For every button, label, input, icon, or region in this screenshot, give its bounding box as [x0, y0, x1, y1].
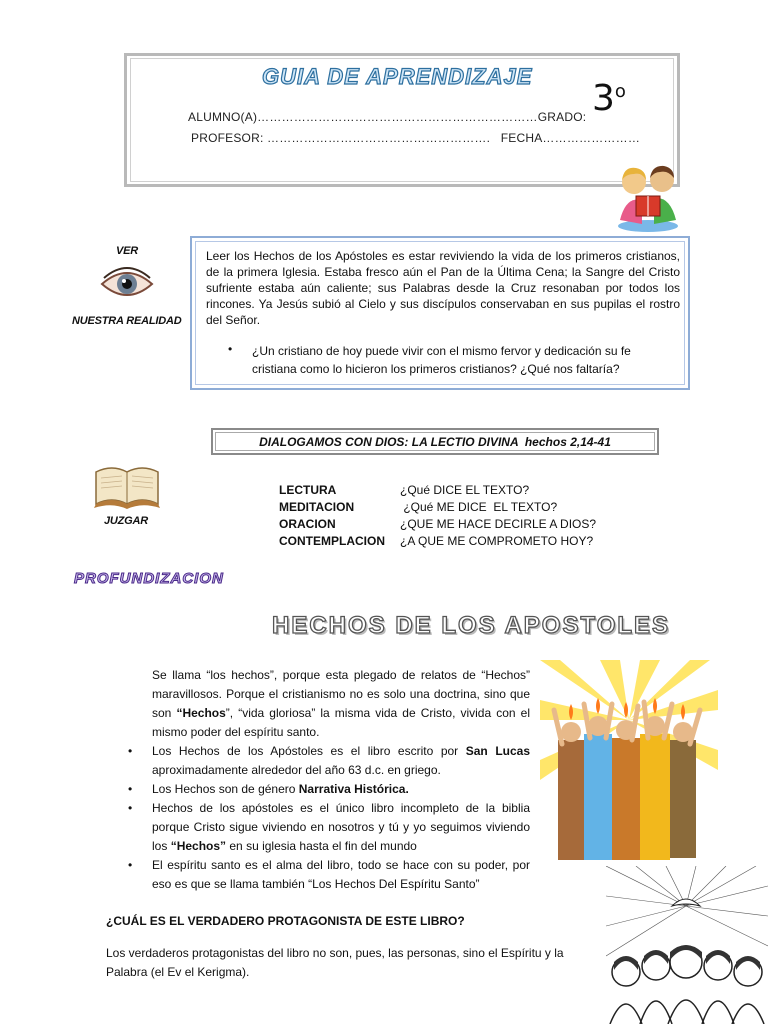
intro-paragraph: [152, 666, 530, 742]
bullet4-text: El espíritu santo es el alma del libro, todo se hace con su poder, por eso es que se llama también “Los Hechos Del Espíritu Santo”: [152, 858, 530, 891]
protagonist-question: ¿CUÁL ES EL VERDADERO PROTAGONISTA DE ESTE LIBRO?: [106, 914, 465, 928]
juzgar-label: JUZGAR: [104, 515, 149, 527]
bullet3-text-a: Hechos de los apóstoles es el único libro incompleto de la biblia porque Cristo sigue viviendo en nosotros y tú y yo seguimos viviendo los: [152, 801, 530, 853]
lectio-row: [279, 499, 619, 516]
student-line: ALUMNO(A)……………………………………………………………GRADO:: [188, 110, 587, 124]
teacher-line: PROFESOR: ………………………………………………. FECHA……………………: [191, 131, 641, 145]
intro-text-1: Se llama “los hechos”, porque esta plegado de relatos de “Hechos” maravillosos. Porque el cristianismo no es solo una doctrina, sino que son: [152, 668, 530, 720]
ver-paragraph: Leer los Hechos de los Apóstoles es estar reviviendo la vida de los primeros cristianos, de la primera Iglesia. Estaba fresco aún el Pan de la Última Cena; la Sangre del Cristo sufriente estaba aún caliente; sus Palabras desde la Cruz resonaban por todos los rincones. Ya Jesús subió al Cielo y sus discípulos conservaban en sus pupilas el rostro del Señor.: [206, 249, 680, 327]
hechos-heading: HECHOS DE LOS APOSTOLES: [272, 612, 671, 639]
lectio-step-name: LECTURA: [279, 483, 337, 497]
lectio-step-name: CONTEMPLACION: [279, 534, 385, 548]
lectio-step-question: ¿A QUE ME COMPROMETO HOY?: [400, 534, 594, 548]
lectio-step-name: ORACION: [279, 517, 336, 531]
bullet1-text-c: aproximadamente alrededor del año 63 d.c. en griego.: [152, 763, 441, 777]
lectio-step-question: ¿Qué ME DICE EL TEXTO?: [400, 500, 558, 514]
protagonist-answer: Los verdaderos protagonistas del libro no son, pues, las personas, sino el Espíritu y la Palabra (el Ev el Kerigma).: [106, 946, 564, 979]
bullet-dot: •: [228, 342, 233, 356]
bullet2-text-a: Los Hechos son de género: [152, 782, 299, 796]
ver-bullet: [228, 342, 668, 378]
bullet-dot: •: [128, 744, 133, 758]
guide-title: GUIA DE APRENDIZAJE: [262, 64, 533, 89]
open-book-icon: [92, 462, 162, 510]
list-item: [128, 742, 530, 780]
bullet1-bold: San Lucas: [465, 744, 530, 758]
bullet3-text-c: en su iglesia hasta el fin del mundo: [226, 839, 417, 853]
profundizacion-banner: PROFUNDIZACION: [74, 570, 224, 587]
bullet-dot: •: [128, 801, 133, 815]
bullet-dot: •: [128, 858, 133, 872]
nuestra-realidad-label: NUESTRA REALIDAD: [72, 315, 182, 327]
bullet3-bold: “Hechos”: [170, 839, 227, 853]
lectio-row: [279, 482, 619, 499]
children-reading-icon: [612, 160, 684, 234]
lectio-steps: [279, 482, 619, 550]
grade-number: [592, 78, 626, 119]
intro-text-2: ”, “vida gloriosa” la misma vida de Cristo, vivida con el mismo poder del espíritu santo.: [152, 706, 530, 739]
grade-ordinal: o: [614, 81, 626, 102]
bullet-list: [128, 742, 530, 894]
ver-question: ¿Un cristiano de hoy puede vivir con el mismo fervor y dedicación su fe cristiana como lo hicieron los primeros cristianos? ¿Qué nos faltaría?: [252, 344, 631, 376]
bullet1-text-a: Los Hechos de los Apóstoles es el libro escrito por: [152, 744, 466, 758]
eye-icon: [100, 266, 154, 302]
bullet2-bold: Narrativa Histórica.: [298, 782, 409, 796]
list-item: [128, 799, 530, 856]
list-item: [128, 856, 530, 894]
list-item: [128, 780, 530, 799]
lectio-step-question: ¿QUE ME HACE DECIRLE A DIOS?: [400, 517, 597, 531]
lectio-step-name: MEDITACION: [279, 500, 355, 514]
bullet-dot: •: [128, 782, 133, 796]
lectio-step-question: ¿Qué DICE EL TEXTO?: [400, 483, 530, 497]
lectio-row: [279, 516, 619, 533]
ver-label: VER: [116, 245, 139, 257]
intro-bold: “Hechos: [176, 706, 226, 720]
holy-spirit-dove-icon: [606, 866, 768, 1024]
lectio-divina-title: DIALOGAMOS CON DIOS: LA LECTIO DIVINA hechos 2,14-41: [211, 428, 659, 455]
lectio-row: [279, 533, 619, 550]
apostles-pentecost-icon: [540, 660, 718, 886]
grade-digit: 3: [592, 78, 615, 119]
